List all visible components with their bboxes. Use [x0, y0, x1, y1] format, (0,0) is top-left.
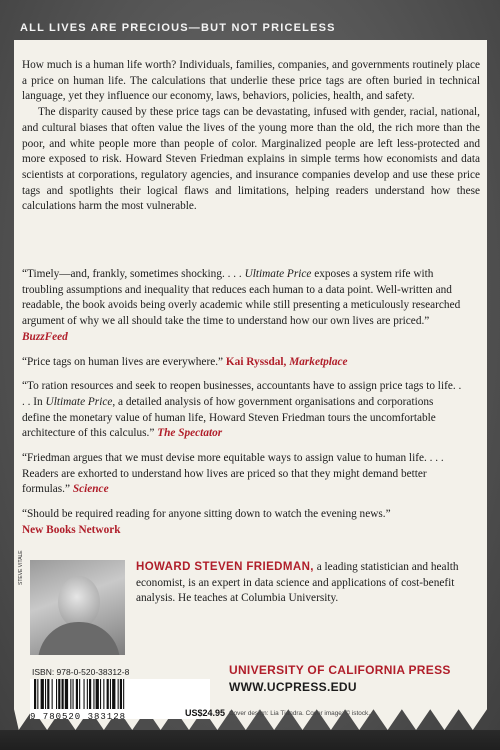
barcode-bar [107, 679, 109, 709]
barcode-bar [89, 679, 91, 709]
author-bio-text: a leading statistician and health economist, is an expert in data science and applications of cost-benefit analysis. He teaches at Columbia University. [136, 561, 459, 605]
barcode-bar [52, 679, 53, 709]
cover-credits: Cover design: Lia Tjandra. Cover image: © istock. [229, 710, 370, 717]
publisher-website[interactable]: WWW.UCPRESS.EDU [229, 680, 357, 694]
barcode-bar [62, 679, 64, 709]
review-quote [22, 355, 462, 371]
quote-text: exposes a system rife with troubling assumptions and inequality that reduces each human to a data point. Well-written and readable, the book avoids being overly academic while still presenting a meticulously researched argument of why we all should take the time to understand how our own lives are priced.” [22, 268, 461, 328]
barcode-bar [96, 679, 99, 709]
barcode-bar [87, 679, 88, 709]
quote-text: “To ration resources and seek to reopen businesses, accountants have to assign price tags to life. . . . In [22, 380, 462, 408]
author-bio [136, 560, 466, 607]
barcode-bar [110, 679, 111, 709]
barcode-bar [84, 679, 85, 709]
barcode-bar [100, 679, 101, 709]
barcode-bar [112, 679, 115, 709]
quote-text: “Timely—and, frankly, sometimes shocking. . . . [22, 268, 245, 280]
quote-text: “Friedman argues that we must devise more equitable ways to assign value to human life. . . . Readers are exhorted to understand how lives are priced so that they might demand better formulas.” [22, 452, 444, 496]
barcode-bar [34, 679, 36, 709]
quote-outlet: Marketplace [289, 355, 348, 368]
photo-credit: STEVE VITALE [18, 550, 24, 585]
barcode-bar [79, 679, 80, 709]
quote-title: Ultimate Price [45, 395, 113, 408]
quote-outlet: New Books Network [22, 523, 121, 536]
barcode-bar [118, 679, 119, 709]
publisher-name: UNIVERSITY OF CALIFORNIA PRESS [229, 663, 451, 677]
barcode-bar [76, 679, 78, 709]
barcode-bar [103, 679, 104, 709]
quote-title: Ultimate Price [244, 268, 312, 280]
review-quote [22, 507, 462, 538]
author-face [58, 576, 100, 628]
barcode-bar [93, 679, 94, 709]
author-shoulders [38, 622, 120, 655]
quote-text: “Should be required reading for anyone sitting down to watch the evening news.” [22, 508, 391, 521]
quote-outlet: The Spectator [157, 427, 223, 440]
review-quote [22, 451, 462, 498]
quote-text: , a detailed analysis of how government organisations and corporations define the monetary value of human life, Howard Steven Friedman tours the uncomfortable architecture of this calculus.” [22, 395, 436, 440]
tagline: ALL LIVES ARE PRECIOUS—BUT NOT PRICELESS [20, 22, 336, 34]
review-quotes [22, 267, 462, 548]
barcode-bar [123, 679, 124, 709]
barcode-bar [41, 679, 44, 709]
author-photo [30, 560, 125, 655]
barcode-bar [58, 679, 60, 709]
barcode-number: 9 780520 383128 [30, 712, 127, 722]
barcode-bar [65, 679, 68, 709]
barcode-bar [73, 679, 74, 709]
quote-outlet: BuzzFeed [22, 330, 68, 343]
shirt-collar [0, 730, 500, 750]
barcode-bar [56, 679, 57, 709]
book-description [22, 58, 480, 215]
author-name: HOWARD STEVEN FRIEDMAN, [136, 561, 314, 573]
barcode-bar [120, 679, 122, 709]
barcode-bar [37, 679, 38, 709]
review-quote [22, 267, 462, 346]
barcode-bar [47, 679, 49, 709]
quote-text: “Price tags on human lives are everywhere.” [22, 355, 224, 368]
barcode-bar [70, 679, 71, 709]
quote-outlet: Science [72, 483, 109, 496]
review-quote [22, 379, 462, 442]
price: US$24.95 [185, 708, 226, 718]
isbn: ISBN: 978-0-520-38312-8 [32, 667, 130, 677]
description-paragraph: How much is a human life worth? Individuals, families, companies, and governments routinely place a price on human life. The calculations that underlie these price tags are often buried in technical language, yet they influence our economy, laws, behaviors, policies, health, and safety. [22, 59, 480, 103]
description-paragraph: The disparity caused by these price tags can be devastating, infused with gender, racial, national, and cultural biases that often value the lives of the young more than the old, the rich more than the poor, and white people more than people of color. Marginalized people are left less-protected and more exposed to risk. Howard Steven Friedman explains in simple terms how economists and data scientists at corporations, regulatory agencies, and insurance companies develop and use these price tags and spotlights their logical flaws and limitations, helping readers understand how these calculations harm the most vulnerable. [22, 106, 480, 213]
barcode-bars [30, 679, 180, 711]
quote-person: Kai Ryssdal, [225, 355, 287, 368]
barcode-bar [45, 679, 46, 709]
